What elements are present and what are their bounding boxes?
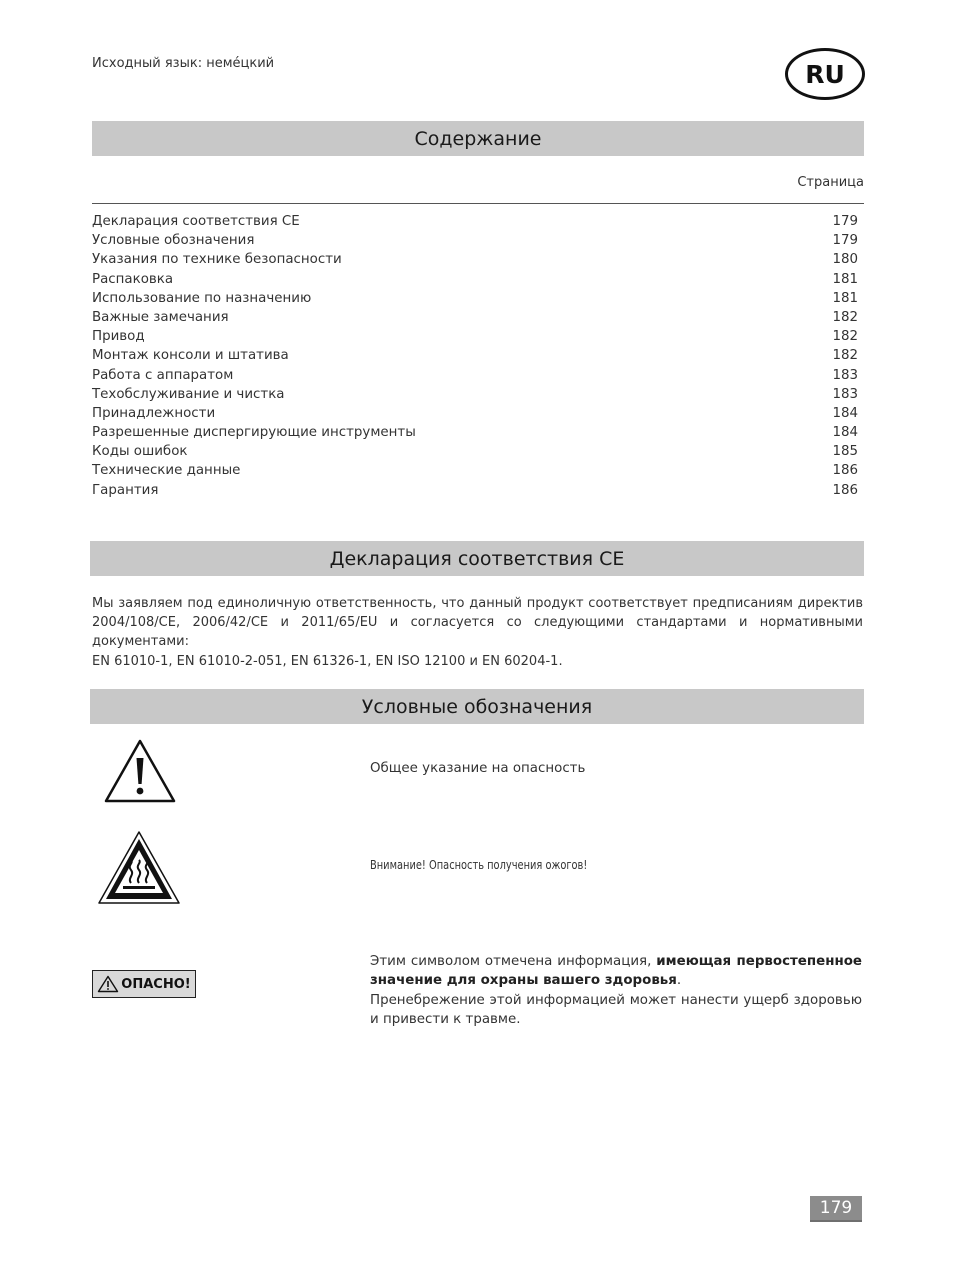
symbols-heading-bar [90,689,864,724]
toc-page: 185 [832,444,858,460]
toc-row [92,308,858,327]
toc-title: Важные замечания [92,309,229,325]
danger-text-consequence: Пренебрежение этой информацией может нанести ущерб здоровью и привести к травме. [370,992,862,1028]
warning-triangle-icon [97,975,119,993]
page-column-label: Страница [797,175,864,190]
contents-divider [92,203,864,204]
danger-description [370,952,862,1030]
toc-page: 184 [832,405,858,421]
danger-description-line [370,952,862,991]
toc-title: Декларация соответствия CE [92,214,300,229]
hot-surface-icon [97,830,181,906]
toc-title: Указания по технике безопасности [92,252,342,268]
toc-row [92,481,858,500]
toc-page: 182 [832,348,858,364]
toc-row [92,442,858,461]
ce-line: Мы заявляем под единоличную ответственность, что данный продукт соответствует предписаниям директив [92,596,863,611]
toc-row [92,270,858,289]
toc-page: 186 [832,463,858,479]
symbols-heading: Условные обозначения [361,695,593,718]
contents-heading: Содержание [414,127,542,150]
danger-label: ОПАСНО! [121,976,191,992]
toc-title: Принадлежности [92,405,216,421]
contents-heading-bar [92,121,864,156]
toc-page: 181 [832,271,858,287]
toc-page: 182 [832,329,858,345]
general-warning-icon [103,738,177,804]
ce-declaration-text [92,594,863,671]
toc-title: Привод [92,329,145,345]
toc-row [92,366,858,385]
burn-warning-text: Внимание! Опасность получения ожогов! [370,858,588,872]
toc-title: Распаковка [92,271,174,287]
toc-title: Разрешенные диспергирующие инструменты [92,425,416,441]
toc-row [92,250,858,269]
toc-row [92,346,858,365]
page-number: 179 [810,1196,862,1222]
toc-page: 181 [832,290,858,306]
ce-declaration-heading: Декларация соответствия CE [329,547,625,570]
toc-page: 179 [832,233,858,249]
danger-badge [92,970,196,998]
table-of-contents [92,212,858,500]
toc-title: Использование по назначению [92,290,312,306]
toc-page: 184 [832,425,858,441]
toc-page: 180 [832,252,858,268]
toc-row [92,385,858,404]
source-language-note: Исходный язык: немéцкий [92,56,275,71]
toc-row [92,423,858,442]
toc-title: Техобслуживание и чистка [92,386,285,402]
toc-row [92,231,858,250]
toc-title: Технические данные [92,463,241,479]
danger-text-intro: Этим символом отмечена информация, [370,954,657,969]
ce-line: 2004/108/CE, 2006/42/CE и 2011/65/EU и согласуется со следующими стандартами и нормативными документами: [92,615,863,650]
toc-page: 183 [832,367,858,383]
toc-title: Гарантия [92,482,159,498]
toc-page: 183 [832,386,858,402]
toc-title: Коды ошибок [92,444,188,460]
toc-row [92,212,858,231]
language-badge: RU [785,48,865,100]
toc-title: Монтаж консоли и штатива [92,348,289,364]
ce-line: EN 61010-1, EN 61010-2-051, EN 61326-1, EN ISO 12100 и EN 60204-1. [92,653,563,669]
toc-row [92,289,858,308]
toc-page: 179 [832,214,858,229]
toc-page: 186 [832,482,858,498]
general-warning-text: Общее указание на опасность [370,761,586,776]
toc-row [92,327,858,346]
danger-text-period: . [676,973,682,989]
ce-declaration-heading-bar [90,541,864,576]
toc-title: Работа с аппаратом [92,367,234,383]
toc-row [92,404,858,423]
toc-title: Условные обозначения [92,233,255,249]
danger-text-emphasis: имеющая первостепенное значение для охраны вашего здоровья [370,954,862,989]
toc-row [92,461,858,480]
toc-page: 182 [832,309,858,325]
